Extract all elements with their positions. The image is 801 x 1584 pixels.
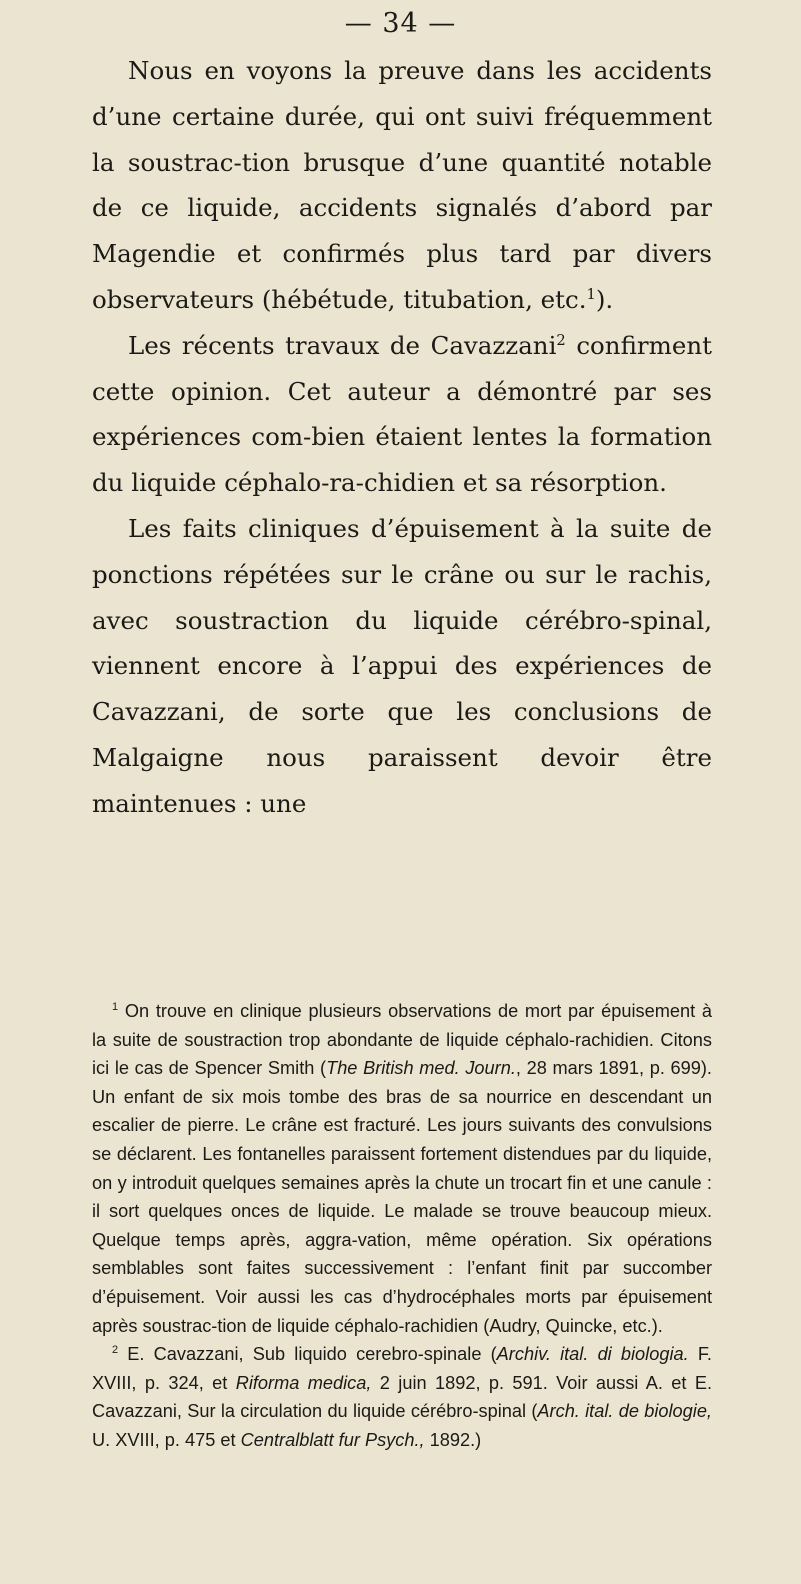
footnote-2 (92, 1340, 712, 1454)
footnote-2-text-d: U. XVIII, p. 475 et (92, 1429, 241, 1450)
footnote-2-marker: 2 (112, 1344, 119, 1357)
footnote-1-marker: 1 (112, 1000, 119, 1013)
paragraph-2-text-a: Les récents travaux de Cavazzani (128, 330, 557, 360)
paragraph-1 (92, 48, 712, 323)
paragraph-3 (92, 506, 712, 827)
paragraph-1-end: ). (595, 284, 614, 314)
footnote-1-citation: The British med. Journ. (326, 1058, 516, 1079)
footnote-ref-1: 1 (586, 285, 596, 303)
footnote-1-text-a: On trouve en clinique plusieurs observations de mort par épuisement à la suite de soustraction trop abondante de liquide céphalo-rachidien. Citons ici le cas de Spencer Smith ( (92, 1001, 712, 1079)
footnote-2-citation-d: Centralblatt fur Psych., (240, 1429, 425, 1450)
footnote-1 (92, 997, 712, 1340)
main-text (92, 48, 712, 827)
paragraph-2 (92, 323, 712, 506)
footnote-1-text-b: , 28 mars 1891, p. 699). Un enfant de six mois tombe des bras de sa nourrice en descendant un escalier de pierre. Le crâne est fracturé. Les jours suivants des convulsions se déclarent. Les fontanelles paraissent fortement distendues par du liquide, on y introduit quelques semaines après la chute un trocart fin et une canule : il sort quelques onces de liquide. Le malade se trouve beaucoup mieux. Quelque temps après, aggra-vation, même opération. Six opérations semblables sont faites successivement : l’enfant finit par succomber d’épuisement. Voir aussi les cas d’hydrocéphales morts par épuisement après soustrac-tion de liquide céphalo-rachidien (Audry, Quincke, etc.). (92, 1058, 712, 1336)
footnote-2-text-c: 2 juin 1892, p. 591. Voir aussi A. et E. Cavazzani, Sur la circulation du liquide cérébro-spinal ( (92, 1372, 713, 1422)
paragraph-1-text: Nous en voyons la preuve dans les accidents d’une certaine durée, qui ont suivi fréquemment la soustrac-tion brusque d’une quantité notable de ce liquide, accidents signalés d’abord par Magendie et confirmés plus tard par divers observateurs (hébétude, titubation, etc. (92, 56, 712, 314)
footnote-ref-2: 2 (556, 331, 566, 349)
page-number: — 34 — (344, 8, 457, 39)
footnote-2-text-a: E. Cavazzani, Sub liquido cerebro-spinale ( (118, 1344, 497, 1365)
footnote-2-citation-b: Riforma medica, (235, 1372, 372, 1393)
paragraph-3-text: Les faits cliniques d’épuisement à la suite de ponctions répétées sur le crâne ou sur le rachis, avec soustraction du liquide cérébro-spinal, viennent encore à l’appui des expériences de Cavazzani, de sorte que les conclusions de Malgaigne nous paraissent devoir être maintenues : une (92, 513, 712, 818)
footnote-2-text-e: 1892.) (424, 1429, 482, 1450)
footnotes (92, 997, 712, 1455)
footnote-2-citation-c: Arch. ital. de biologie, (537, 1401, 712, 1422)
footnote-2-text-b: F. XVIII, p. 324, et (92, 1344, 712, 1393)
paragraph-2-text-b: confirment cette opinion. Cet auteur a démontré par ses expériences com-bien étaient lentes la formation du liquide céphalo-ra-chidien et sa résorption. (92, 330, 712, 498)
footnote-2-citation-a: Archiv. ital. di biologia. (496, 1344, 689, 1365)
